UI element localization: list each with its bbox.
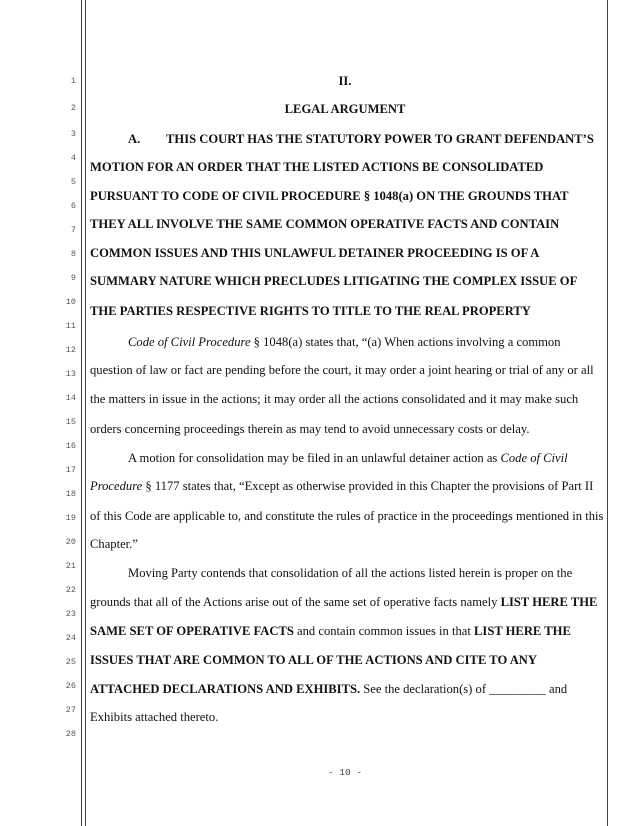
subheading-line: COMMON ISSUES AND THIS UNLAWFUL DETAINER PROCEEDING IS OF A — [90, 246, 540, 260]
body-text: § 1177 states that, “Except as otherwise provided in this Chapter the provisions of Part II — [142, 479, 594, 493]
line-number: 23 — [65, 609, 76, 619]
body-text: § 1048(a) states that, “(a) When actions involving a common — [250, 335, 561, 349]
subheading-line: THIS COURT HAS THE STATUTORY POWER TO GRANT DEFENDANT’S — [166, 132, 594, 146]
body-text-line — [90, 596, 597, 609]
line-number: 19 — [65, 513, 76, 523]
body-text-line: Exhibits attached thereto. — [90, 710, 219, 724]
section-number: II. — [338, 74, 352, 88]
line-number: 24 — [65, 633, 76, 643]
subheading-line: PURSUANT TO CODE OF CIVIL PROCEDURE § 1048(a) ON THE GROUNDS THAT — [90, 189, 569, 203]
body-text-line — [90, 625, 571, 638]
line-number: 18 — [65, 489, 76, 499]
line-number: 15 — [65, 417, 76, 427]
placeholder-instruction: LIST HERE THE — [500, 595, 598, 609]
line-number: 1 — [70, 76, 76, 86]
line-number: 16 — [65, 441, 76, 451]
body-text: grounds that all of the Actions arise out of the same set of operative facts namely — [90, 595, 501, 609]
body-text: and contain common issues in that — [293, 624, 475, 638]
line-number: 25 — [65, 657, 76, 667]
body-text-line: question of law or fact are pending before the court, it may order a joint hearing or trial of any or all — [90, 363, 594, 377]
statute-citation: Procedure — [90, 479, 143, 493]
placeholder-instruction: LIST HERE THE — [474, 624, 571, 638]
left-margin-rule-inner — [85, 0, 86, 826]
section-title: LEGAL ARGUMENT — [284, 102, 406, 116]
body-text-line: Chapter.” — [90, 537, 138, 551]
line-number: 21 — [65, 561, 76, 571]
right-margin-rule — [607, 0, 608, 826]
line-number: 10 — [65, 297, 76, 307]
line-number: 3 — [70, 129, 76, 139]
placeholder-instruction: ATTACHED DECLARATIONS AND EXHIBITS. — [90, 682, 361, 696]
line-number: 9 — [70, 273, 76, 283]
body-text: See the declaration(s) of _________ and — [360, 682, 568, 696]
line-number: 13 — [65, 369, 76, 379]
line-number: 7 — [70, 225, 76, 235]
line-number: 8 — [70, 249, 76, 259]
body-text-line — [90, 683, 567, 696]
body-text-line — [128, 336, 561, 349]
line-number: 6 — [70, 201, 76, 211]
line-number: 4 — [70, 153, 76, 163]
body-text: A motion for consolidation may be filed in an unlawful detainer action as — [128, 451, 501, 465]
line-number: 26 — [65, 681, 76, 691]
body-text-line — [90, 480, 593, 493]
page-number: - 10 - — [327, 767, 363, 778]
line-number: 28 — [65, 729, 76, 739]
subheading-letter: A. — [128, 132, 141, 146]
line-number: 22 — [65, 585, 76, 595]
placeholder-instruction: SAME SET OF OPERATIVE FACTS — [90, 624, 294, 638]
line-number: 12 — [65, 345, 76, 355]
line-number: 11 — [65, 321, 76, 331]
statute-citation: Code of Civil Procedure — [128, 335, 251, 349]
subheading-line: MOTION FOR AN ORDER THAT THE LISTED ACTIONS BE CONSOLIDATED — [90, 160, 544, 174]
body-text-line — [128, 452, 568, 465]
subheading-line: SUMMARY NATURE WHICH PRECLUDES LITIGATING THE COMPLEX ISSUE OF — [90, 274, 578, 288]
statute-citation: Code of Civil — [500, 451, 568, 465]
left-margin-rule-outer — [81, 0, 82, 826]
line-number: 27 — [65, 705, 76, 715]
subheading-line: THEY ALL INVOLVE THE SAME COMMON OPERATIVE FACTS AND CONTAIN — [90, 217, 560, 231]
body-text-line: the matters in issue in the actions; it may order all the actions consolidated and it may make such — [90, 392, 579, 406]
body-text-line: of this Code are applicable to, and constitute the rules of practice in the proceedings mentioned in this — [90, 509, 604, 523]
placeholder-instruction: ISSUES THAT ARE COMMON TO ALL OF THE ACTIONS AND CITE TO ANY — [90, 653, 537, 667]
body-text-line: orders concerning proceedings therein as may tend to avoid unnecessary costs or delay. — [90, 422, 530, 436]
line-number: 20 — [65, 537, 76, 547]
line-number: 17 — [65, 465, 76, 475]
line-number: 14 — [65, 393, 76, 403]
line-number: 5 — [70, 177, 76, 187]
line-number: 2 — [70, 103, 76, 113]
subheading-line: THE PARTIES RESPECTIVE RIGHTS TO TITLE TO THE REAL PROPERTY — [90, 304, 531, 318]
body-text-line: Moving Party contends that consolidation of all the actions listed herein is proper on the — [128, 566, 573, 580]
